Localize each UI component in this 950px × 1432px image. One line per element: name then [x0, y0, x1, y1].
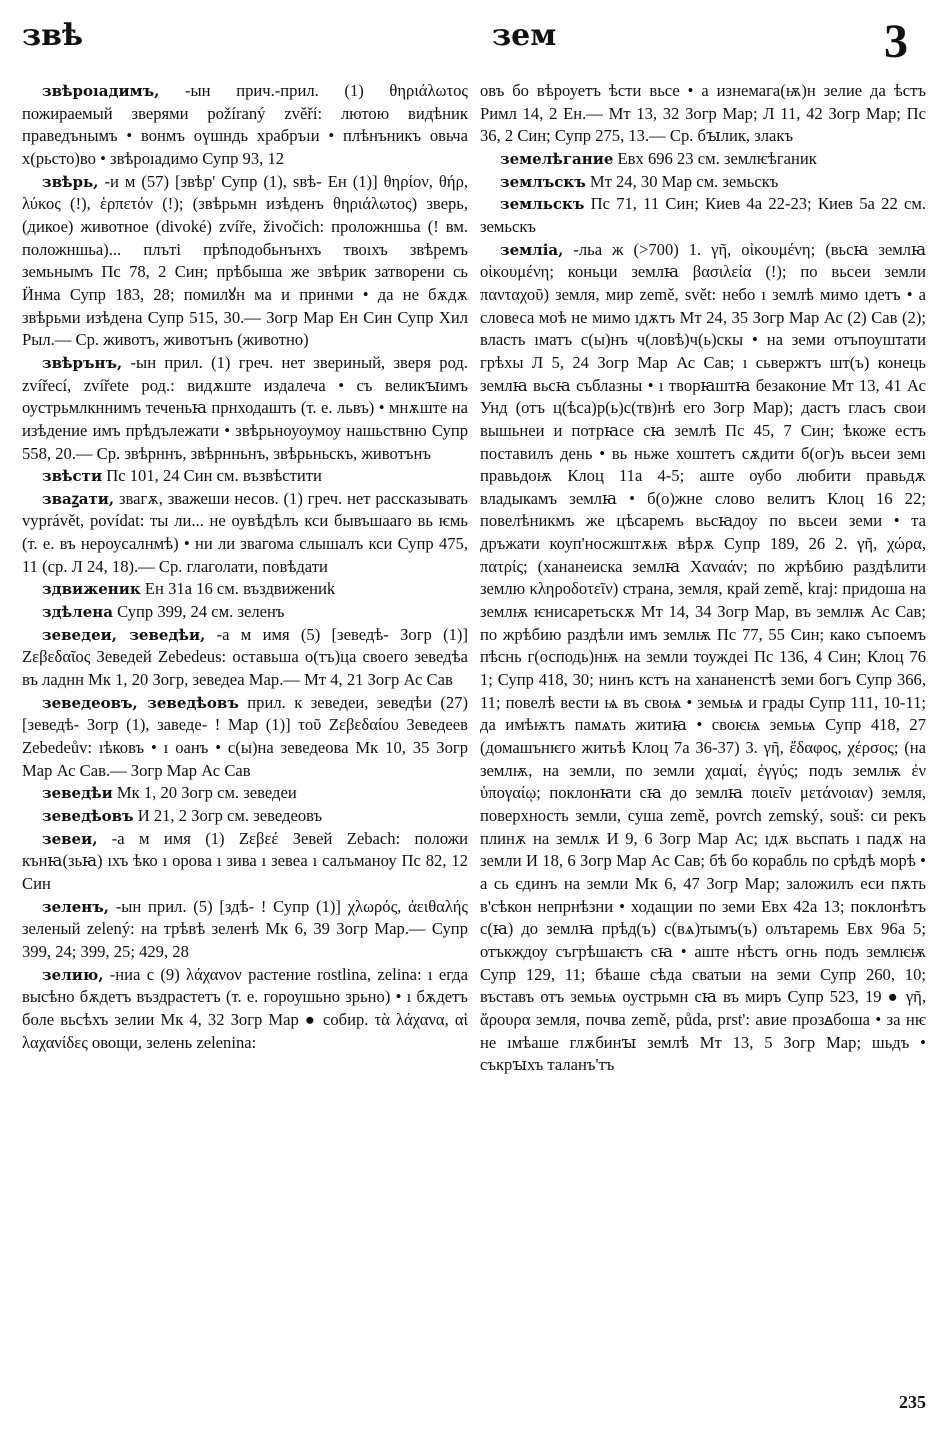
dictionary-entry	[22, 601, 468, 624]
entry-body: -и м (57) [звѣр' Супр (1), ѕвѣ- Ен (1)] θηρίον, θήρ, λύκος (!), ἑρπετόν (!); (звѣрьмн изѣденъ θηριάλωτος) зверь, (дикое) животное (divoké) zvíře, živočich: проложншьа (! вм. положншьа)... плъті прѣподобьнънхъ твоıхъ звѣремъ земьнымъ Пс 78, 2 Син; прѣбыша же звѣрик затворени сь Ӥнма Супр 183, 28; помилꙋн ма и принми • да не бѫдѫ звѣрьми изѣдена Супр 515, 30.— Зогр Мар Ен Син Супр Хил Рыл.— Ср. животъ, животънъ (животно)	[22, 171, 468, 350]
entry-body: прил. к зеведеи, зеведѣи (27) [зеведѣ- Зогр (1), заведе- ! Мар (1)] τοῦ Ζεβεδαίου Зеведеев Zebedeův: ıѣковъ • ı оанъ • с(ы)на зеведеова Мк 10, 35 Зогр Мар Ас Сав.— Зогр Мар Ас Сав	[22, 692, 469, 780]
entry-body: Пс 101, 24 Син см. възвѣстити	[102, 466, 322, 486]
entry-body: -льа ж (>700) 1. γῆ, οἰκουμένη; (вьсꙗ землꙗ οἰκουμένη; коньци землꙗ βασιλεία (!); по вьсеи земли πανταχοῦ) земля, мир země, svět: небо ı землѣ мимо ıдетъ • а словеса моѣ не мимо ıдѫтъ Мт 24, 35 Зогр Мар Ас (2) Сав (2); власть ıматъ с(ы)нъ ч(ловѣ)ч(ь)скы • на земи отъпоуштати грѣхы Л 5, 24 Зогр Мар Ас Сав; ı сьвержтъ шт(ъ) конець землꙗ вьсꙗ съблазны • ı творꙗштꙗ безаконие Мт 13, 41 Ас Унд (отъ ц(ѣса)р(ь)с(тв)нѣ его Зогр Мар); дастъ гласъ свои вышьнеи и потрꙗсе сꙗ землѣ Пс 45, 7 Син; ѣкоже естъ поставилъ день • вь ньже хоштетъ сѫдити б(ог)ъ вьсеи земı правьдоѭ Клоц 11а 4-5; аште оубо любити правьдѫ владыкамъ землꙗ • б(о)жне слово велитъ Клоц 16 22; повелѣникмъ же цѣсаремъ вьсꙗдоу по вьсеи земи • та дръжати коуп'носжштѫѭ вѣрѫ Супр 189, 26 2. γῆ, χώρα, πατρίς; (хананеиска землꙗ Χαναάν; по жрѣбию раздѣлити землю κληροδοτεῖν) страна, земля, край země, kraj: придоша на землѭ ѥнисаретьскѫ Мт 14, 34 Зогр Мар, въ землѭ Ас Сав; по жрѣбию раздѣли имъ землѭ Пс 77, 55 Син; како съпоемъ пѣснь г(осподь)нѭ на земли тоуждеі Пс 136, 4 Син; Клоц 76 1; Супр 418, 30; нинъ кстъ на хананенстѣ земи богъ Супр 366, 11; повелѣ вести ѩ въ своѩ • земьѩ и грады Супр 111, 10-11; да имѣѭтъ памѧть житиꙗ • своѥѩ земьѩ Супр 418, 27 (домашънѥго житьѣ Клоц 7а 36-37) 3. γῆ, ἔδαφος, χέρσος; (на землѭ, на земли, по земли χαμαί, ἐγγύς; подъ землѭ ἐν ὑπογαίῳ; поклонꙗти сꙗ до землꙗ ποιεῖν μετάνοιαν) земля, поверхность земли, суша země, povrch zemský, souš: си рекъ плинѫ на землѫ И 9, 6 Зогр Мар Ас; ıдѫ вьспать ı падѫ на земли И 18, 6 Зогр Мар Ас Сав; бѣ бо корабль по срѣдѣ морѣ • а сь єдинъ на земли Мк 6, 47 Зогр Мар; заложилъ еси пѫть в'сѣкон непрнѣзни • ходащии по земи Евх 42а 13; поклонѣтъ с(ꙗ) до землꙗ прѣд(ъ) с(вѧ)тымъ(ъ) олътаремь Евх 96а 5; отъкждоу съгрѣшаѥтъ сꙗ • аште нѣстъ огнь подъ землѥѭ Супр 129, 11; бѣаше сѣда сватыи на земи Супр 260, 10; въставъ отъ земьѩ оустрьмн сꙗ въ миръ Супр 523, 19 ● γῆ, ἄρουρα земля, почва země, půda, prst': авие прозꙙбоша • за нѥ не ıмѣаше глѫбинꙑ землѣ Мт 13, 5 Зогр Мар; шьдъ • съкрꙑхъ таланъ'тъ	[480, 239, 926, 1075]
entry-body: Пс 71, 11 Син; Киев 4а 22-23; Киев 5а 22 см. земьскъ	[480, 194, 926, 236]
entry-headword: зеведѣи	[42, 784, 113, 803]
entry-body: Евх 696 23 см. землѥѣганик	[613, 148, 817, 168]
right-column	[480, 80, 926, 1077]
entry-body: -ын прич.-прил. (1) θηριάλωτος пожираемый зверями požíraný zvěří: лютою видѣник праведънымъ • вонмъ оүшндь храбръıи • плѣнъникъ овьча х(рьсто)во • звѣроıадимо Супр 93, 12	[22, 81, 468, 168]
entry-headword: зевеи,	[42, 829, 98, 848]
page-number: 235	[899, 1392, 926, 1412]
running-head-left: звѣ	[22, 18, 84, 53]
entry-body: Мт 24, 30 Мар см. земьскъ	[585, 171, 779, 191]
entry-body: Супр 399, 24 см. зеленъ	[112, 602, 285, 622]
dictionary-entry	[22, 692, 468, 783]
dictionary-entry	[22, 624, 468, 692]
entry-headword: зеленъ,	[42, 897, 109, 916]
dictionary-entry	[22, 465, 468, 488]
entry-headword: земліа,	[500, 240, 564, 259]
dictionary-entry	[22, 964, 468, 1055]
entry-body: -ын прил. (5) [здѣ- ! Супр (1)] χλωρός, ἀειθαλής зеленый zelený: на трѣвѣ зеленѣ Мк 6, 39 Зогр Мар.— Супр 399, 24; 399, 25; 429, 28	[22, 896, 468, 961]
entry-body: -ын прил. (1) греч. нет звериный, зверя род. zvířecí, zvířete род.: видѫште издалеча • съ великꙑимъ оустрьмлкннимъ теченьꙗ прнходашть (т. е. львъ) • мнѫште на изѣдение имъ прѣдълежати • звѣрьноуоумоу нашьствню Супр 558, 20.— Ср. звѣрннъ, звѣрнньнъ, звѣрьньскъ, животънъ	[22, 352, 468, 463]
dictionary-entry	[22, 80, 468, 171]
dictionary-entry	[22, 828, 468, 896]
entry-headword: зелию,	[42, 965, 104, 984]
dictionary-entry	[480, 239, 926, 1077]
dictionary-entry	[480, 80, 926, 148]
dictionary-entry	[480, 171, 926, 194]
dictionary-entry	[22, 805, 468, 828]
dictionary-entry	[22, 578, 468, 601]
entry-headword: звѣроıадимъ,	[42, 82, 160, 100]
entry-body: -ниа с (9) λάχανον растение rostlina, zelina: ı егда высѣно бѫдетъ въздрастетъ (т. е. гороушьно зрьно) • ı бѫдетъ боле вьсѣхъ зелии Мк 4, 32 Зогр Мар ● собир. τὰ λάχανα, αἱ λαχανίδες овощи, зелень zelenina:	[22, 964, 468, 1052]
dictionary-entry	[22, 488, 468, 579]
entry-headword: земелѣгание	[500, 149, 614, 168]
letter-section-marker: 3	[884, 15, 908, 68]
dictionary-entry	[22, 896, 468, 964]
dictionary-entry	[22, 171, 468, 352]
entry-headword: звѣрь,	[42, 172, 99, 191]
entry-body: овъ бо вѣроуетъ ѣсти вьсе • а изнемага(ѭ)н зелие да ѣстъ Римл 14, 2 Ен.— Мт 13, 32 Зогр Мар; Л 11, 42 Зогр Мар; Пс 36, 2 Син; Супр 275, 13.— Ср. бꙑлик, злакъ	[480, 81, 926, 146]
entry-headword: звѣсти	[42, 467, 103, 486]
entry-body: Ен 31а 16 см. въздвижениk	[140, 579, 336, 599]
entry-headword: здѣлена	[42, 603, 113, 622]
entry-headword: зеведеовъ, зеведѣовъ	[42, 693, 239, 712]
entry-body: Мк 1, 20 Зогр см. зеведеи	[112, 783, 297, 803]
entry-body: -а м имя (1) Ζεβεέ Зевей Zebach: положи кънꙗ(зьꙗ) ıхъ ѣко ı орова ı зива ı зевеа ı салъманоу Пс 82, 12 Син	[22, 828, 468, 893]
entry-body: -а м имя (5) [зеведѣ- Зогр (1)] Ζεβεδαῖος Зеведей Zebedeus: оставьша о(тъ)ца своего зеведѣа въ ладнн Мк 1, 20 Зогр, зеведеа Мар.— Мт 4, 21 Зогр Ас Сав	[22, 624, 468, 690]
dictionary-entry	[22, 352, 468, 465]
entry-headword: зеведѣовъ	[42, 807, 134, 825]
entry-headword: здвиженик	[42, 580, 141, 599]
entry-body: И 21, 2 Зогр см. зеведеовъ	[133, 806, 323, 825]
left-column	[22, 80, 468, 1054]
entry-headword: зваꙁати,	[42, 489, 115, 508]
dictionary-entry	[480, 148, 926, 171]
entry-headword: земльскъ	[500, 195, 585, 214]
entry-headword: звѣрънъ,	[42, 353, 123, 372]
running-head-center: зем	[492, 18, 557, 53]
dictionary-entry	[480, 193, 926, 238]
entry-headword: зеведеи, зеведѣи,	[42, 625, 206, 644]
dictionary-entry	[22, 782, 468, 805]
entry-headword: землъскъ	[500, 172, 586, 191]
entry-body: звагѫ, зважеши несов. (1) греч. нет рассказывать vyprávět, povídat: ты ли... не оувѣдѣлъ кси бывъшааго вь ѥмь (т. е. въ нероусалнмѣ) • ни ли звагома слышалъ кси Супр 475, 11 (ср. Л 24, 18).— Ср. глаголати, повѣдати	[22, 488, 468, 576]
